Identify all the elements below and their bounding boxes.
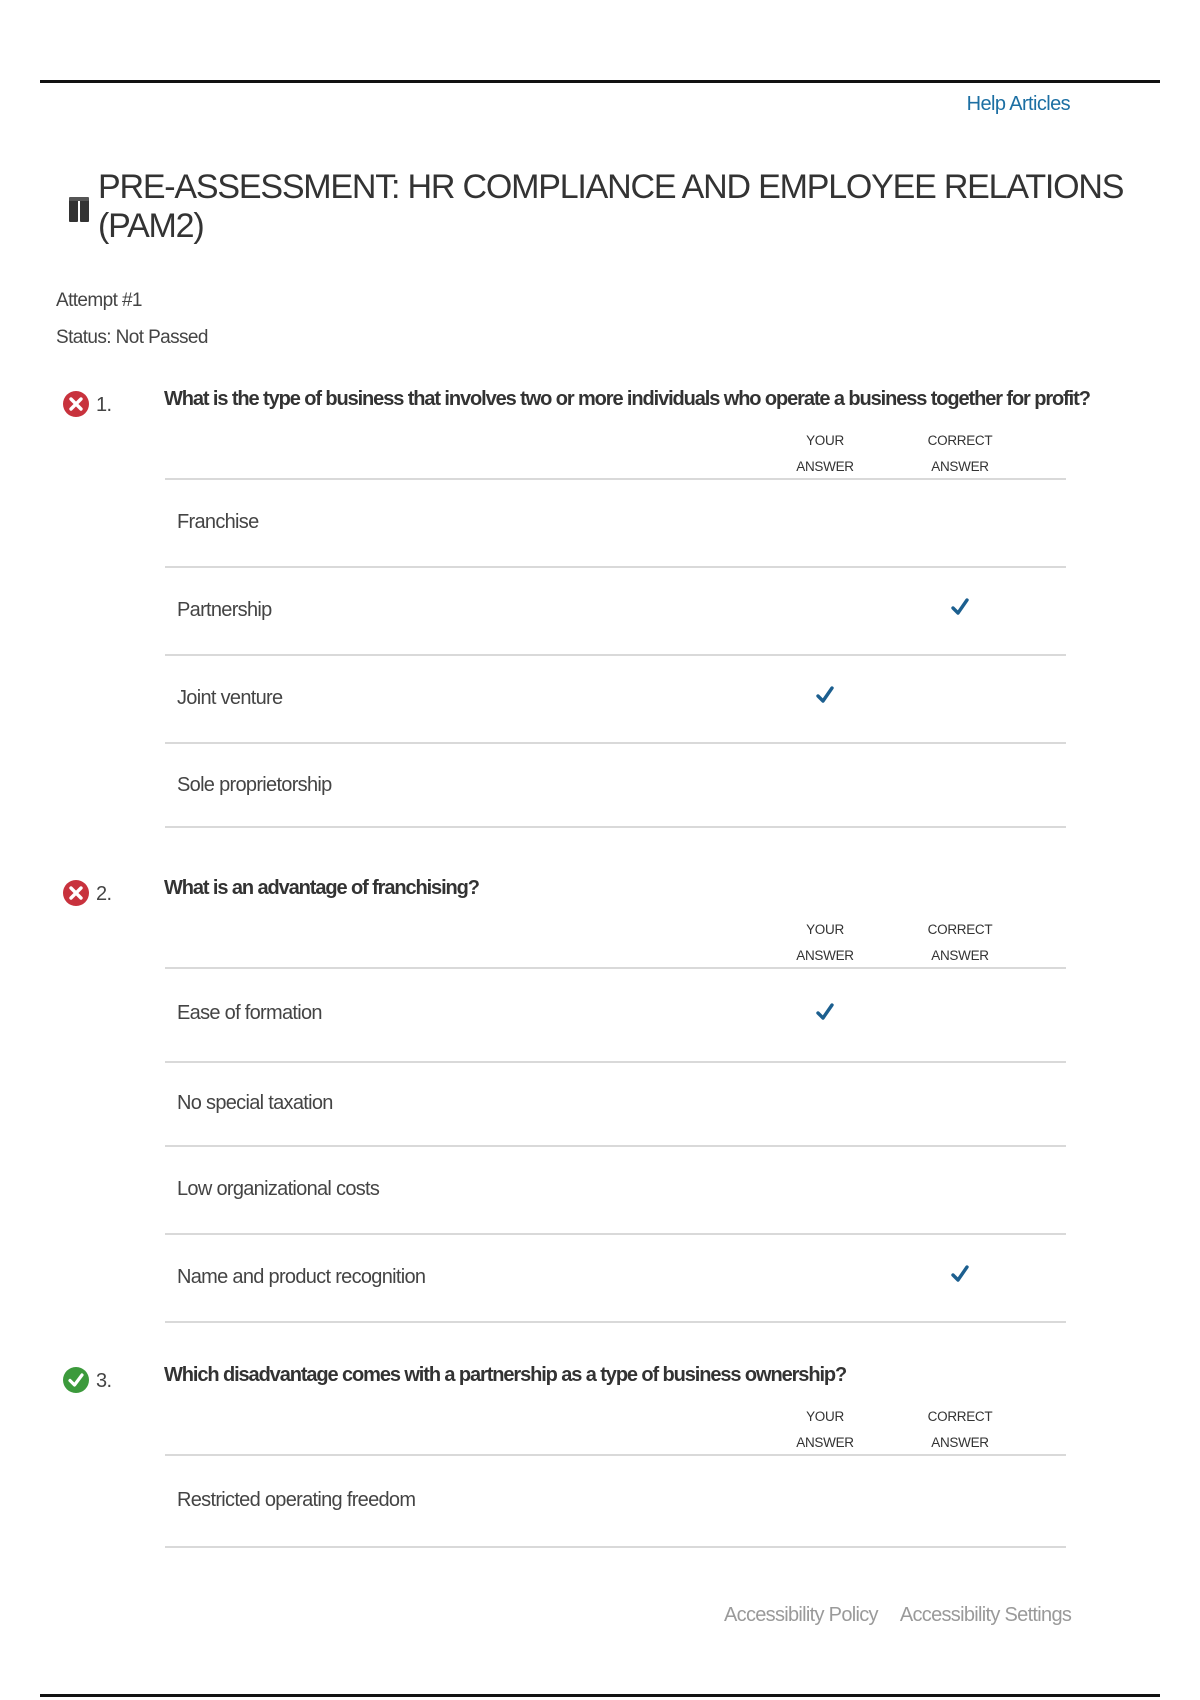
option-label: Restricted operating freedom: [177, 1489, 416, 1511]
book-icon: [68, 193, 90, 221]
footer-links: [724, 1604, 1071, 1627]
answer-option-row: [165, 1235, 1066, 1323]
answer-column-headers: [165, 1404, 1066, 1456]
accessibility-settings-link[interactable]: Accessibility Settings: [899, 1604, 1072, 1626]
correct-answer-check-icon: [950, 597, 970, 617]
your-answer-check-icon: [815, 685, 835, 705]
answer-column-headers: [165, 917, 1066, 969]
option-label: Sole proprietorship: [177, 774, 332, 796]
correct-answer-header: CORRECT ANSWER: [927, 922, 993, 963]
attempt-label: Attempt #1: [56, 290, 142, 311]
attempt-info: [56, 282, 208, 356]
option-label: Name and product recognition: [177, 1266, 426, 1288]
option-label: Joint venture: [177, 687, 283, 709]
answer-option-row: [165, 1063, 1066, 1147]
answer-column-headers: [165, 428, 1066, 480]
question-3: [62, 1364, 1066, 1548]
answer-option-row: [165, 480, 1066, 568]
option-label: Ease of formation: [177, 1002, 322, 1024]
correct-answer-header: CORRECT ANSWER: [927, 1409, 993, 1450]
option-label: Franchise: [177, 511, 259, 533]
answer-option-row: [165, 744, 1066, 828]
page-title-text: PRE-ASSESSMENT: HR COMPLIANCE AND EMPLOYEE RELATIONS (PAM2): [98, 168, 1124, 245]
bottom-divider: [40, 1694, 1160, 1697]
question-text: What is an advantage of franchising?: [164, 877, 479, 899]
top-divider: [40, 80, 1160, 83]
option-label: No special taxation: [177, 1092, 333, 1114]
answer-option-row: [165, 969, 1066, 1063]
your-answer-header: YOUR ANSWER: [796, 1409, 854, 1450]
question-number: 3.: [96, 1370, 112, 1392]
answer-option-row: [165, 1147, 1066, 1235]
option-label: Low organizational costs: [177, 1178, 380, 1200]
incorrect-icon: [62, 390, 90, 418]
your-answer-header: YOUR ANSWER: [796, 433, 854, 474]
correct-answer-check-icon: [950, 1264, 970, 1284]
status-label: Status: Not Passed: [56, 327, 208, 348]
question-2: [62, 877, 1066, 1323]
correct-answer-header: CORRECT ANSWER: [927, 433, 993, 474]
help-articles-link[interactable]: Help Articles: [966, 93, 1070, 115]
question-number: 2.: [96, 883, 112, 905]
answer-option-row: [165, 656, 1066, 744]
your-answer-check-icon: [815, 1002, 835, 1022]
incorrect-icon: [62, 879, 90, 907]
question-1: [62, 388, 1090, 828]
page-title: [68, 168, 1200, 246]
answer-option-row: [165, 568, 1066, 656]
option-label: Partnership: [177, 599, 272, 621]
question-number: 1.: [96, 394, 112, 416]
answer-option-row: [165, 1456, 1066, 1548]
accessibility-policy-link[interactable]: Accessibility Policy: [724, 1604, 878, 1626]
question-text: What is the type of business that involves two or more individuals who operate a business together for profit?: [164, 388, 1090, 410]
your-answer-header: YOUR ANSWER: [796, 922, 854, 963]
question-text: Which disadvantage comes with a partnership as a type of business ownership?: [164, 1364, 847, 1386]
correct-icon: [62, 1366, 90, 1394]
